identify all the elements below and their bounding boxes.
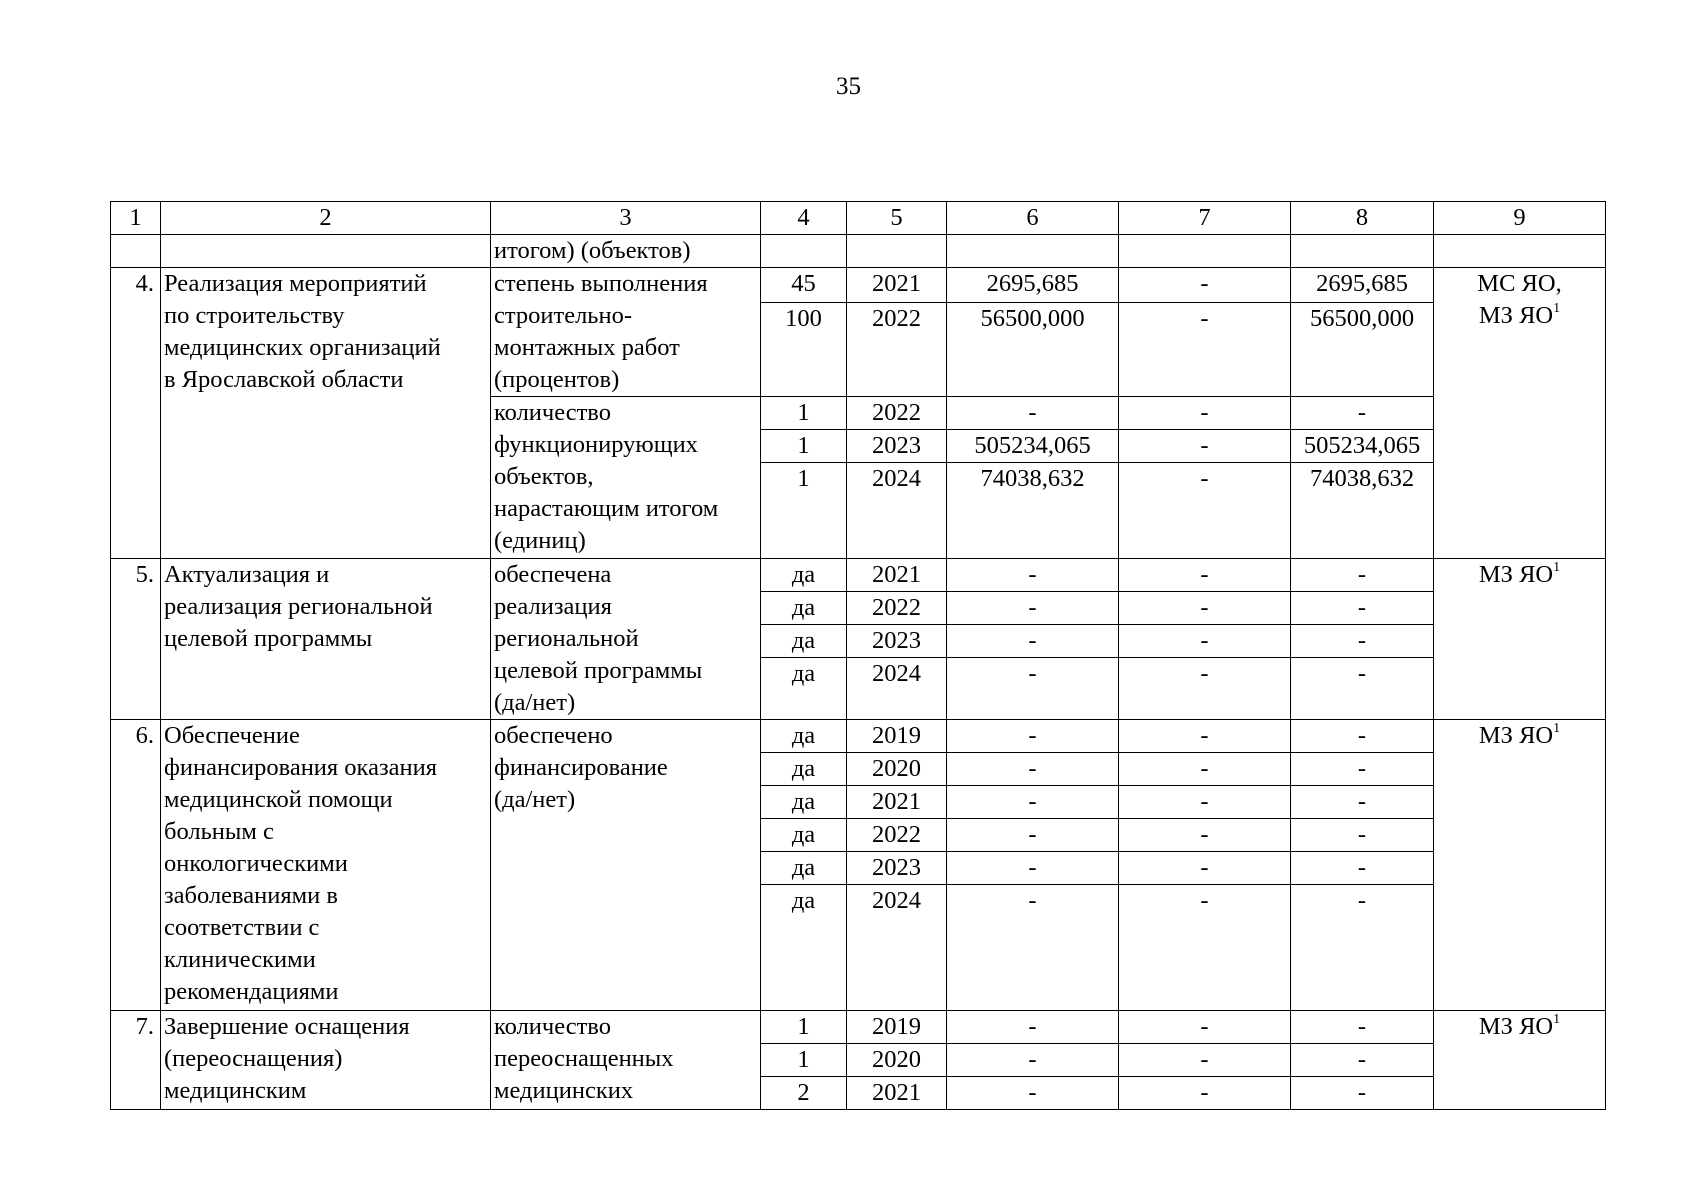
amount-cell: - xyxy=(1291,786,1434,819)
indicator-cell: количество функционирующих объектов, нарастающим итогом (единиц) xyxy=(491,397,761,559)
year-cell: 2019 xyxy=(847,1011,947,1044)
amount-cell: - xyxy=(947,720,1119,753)
table-row xyxy=(111,1011,1606,1044)
amount-cell: - xyxy=(947,559,1119,592)
amount-cell: - xyxy=(1291,1077,1434,1110)
amount-cell: - xyxy=(1291,559,1434,592)
agency-cell: МС ЯО, МЗ $ЯО^1$ xyxy=(1434,268,1606,559)
indicator-cell: количество переоснащенных медицинских xyxy=(491,1011,761,1110)
target-value: 1 xyxy=(761,1044,847,1077)
measure-name: Актуализация и реализация региональной целевой программы xyxy=(161,559,491,720)
amount-cell: - xyxy=(947,786,1119,819)
table-cell xyxy=(1291,235,1434,268)
amount-cell: - xyxy=(1291,625,1434,658)
amount-cell: 56500,000 xyxy=(947,303,1119,397)
year-cell: 2020 xyxy=(847,753,947,786)
measure-name: Реализация мероприятий по строительству медицинских организаций в Ярославской области xyxy=(161,268,491,559)
item-number: 6. xyxy=(111,720,161,1011)
year-cell: 2023 xyxy=(847,852,947,885)
target-value: да xyxy=(761,559,847,592)
amount-cell: - xyxy=(947,1077,1119,1110)
target-value: 2 xyxy=(761,1077,847,1110)
amount-cell: - xyxy=(947,592,1119,625)
amount-cell: - xyxy=(1291,1011,1434,1044)
table-row xyxy=(111,235,1606,268)
amount-cell: - xyxy=(1119,720,1291,753)
indicator-cell: степень выполнения строительно- монтажных работ (процентов) xyxy=(491,268,761,397)
year-cell: 2023 xyxy=(847,430,947,463)
year-cell: 2023 xyxy=(847,625,947,658)
year-cell: 2021 xyxy=(847,268,947,303)
amount-cell: - xyxy=(1119,819,1291,852)
year-cell: 2021 xyxy=(847,559,947,592)
measure-name: Обеспечение финансирования оказания медицинской помощи больным с онкологическими заболеваниями в соответствии с клиническими рекомендациями xyxy=(161,720,491,1011)
column-header: 6 xyxy=(947,202,1119,235)
column-header: 7 xyxy=(1119,202,1291,235)
target-value: да xyxy=(761,658,847,720)
indicator-cell: обеспечено финансирование (да/нет) xyxy=(491,720,761,1011)
measure-name: Завершение оснащения (переоснащения) медицинским xyxy=(161,1011,491,1110)
amount-cell: - xyxy=(947,885,1119,1011)
column-header: 1 xyxy=(111,202,161,235)
amount-cell: - xyxy=(1119,885,1291,1011)
indicator-cell: итогом) (объектов) xyxy=(491,235,761,268)
page-number: 35 xyxy=(836,73,861,100)
target-value: 45 xyxy=(761,268,847,303)
amount-cell: - xyxy=(1291,819,1434,852)
year-cell: 2020 xyxy=(847,1044,947,1077)
target-value: да xyxy=(761,852,847,885)
amount-cell: - xyxy=(1291,1044,1434,1077)
table-cell xyxy=(1434,235,1606,268)
amount-cell: - xyxy=(1119,268,1291,303)
amount-cell: - xyxy=(1119,463,1291,559)
amount-cell: - xyxy=(1119,1077,1291,1110)
amount-cell: - xyxy=(947,753,1119,786)
target-value: да xyxy=(761,753,847,786)
year-cell: 2022 xyxy=(847,397,947,430)
amount-cell: - xyxy=(1291,658,1434,720)
target-value: 1 xyxy=(761,397,847,430)
amount-cell: - xyxy=(1119,852,1291,885)
amount-cell: - xyxy=(1119,1011,1291,1044)
agency-cell: МЗ $ЯО^1$ xyxy=(1434,1011,1606,1110)
year-cell: 2022 xyxy=(847,819,947,852)
table-cell xyxy=(761,235,847,268)
amount-cell: - xyxy=(1119,786,1291,819)
amount-cell: - xyxy=(1291,852,1434,885)
column-header: 4 xyxy=(761,202,847,235)
amount-cell: - xyxy=(1291,592,1434,625)
amount-cell: 56500,000 xyxy=(1291,303,1434,397)
target-value: да xyxy=(761,720,847,753)
amount-cell: 505234,065 xyxy=(947,430,1119,463)
amount-cell: - xyxy=(1119,303,1291,397)
table-cell xyxy=(111,235,161,268)
target-value: 1 xyxy=(761,463,847,559)
table-cell xyxy=(161,235,491,268)
table-cell xyxy=(847,235,947,268)
amount-cell: - xyxy=(947,1044,1119,1077)
year-cell: 2024 xyxy=(847,658,947,720)
column-header: 8 xyxy=(1291,202,1434,235)
agency-cell: МЗ $ЯО^1$ xyxy=(1434,559,1606,720)
table-row xyxy=(111,720,1606,753)
item-number: 7. xyxy=(111,1011,161,1110)
agency-cell: МЗ $ЯО^1$ xyxy=(1434,720,1606,1011)
table-cell xyxy=(947,235,1119,268)
column-header: 9 xyxy=(1434,202,1606,235)
column-header: 5 xyxy=(847,202,947,235)
indicator-cell: обеспечена реализация региональной целевой программы (да/нет) xyxy=(491,559,761,720)
amount-cell: - xyxy=(1119,592,1291,625)
amount-cell: - xyxy=(1119,559,1291,592)
amount-cell: - xyxy=(1119,625,1291,658)
table-cell xyxy=(1119,235,1291,268)
amount-cell: 2695,685 xyxy=(1291,268,1434,303)
item-number: 4. xyxy=(111,268,161,559)
program-table xyxy=(110,201,1606,1110)
target-value: да xyxy=(761,786,847,819)
amount-cell: - xyxy=(1291,397,1434,430)
target-value: 1 xyxy=(761,430,847,463)
target-value: 1 xyxy=(761,1011,847,1044)
amount-cell: - xyxy=(947,1011,1119,1044)
amount-cell: - xyxy=(1119,658,1291,720)
amount-cell: - xyxy=(947,658,1119,720)
year-cell: 2022 xyxy=(847,303,947,397)
year-cell: 2021 xyxy=(847,1077,947,1110)
amount-cell: - xyxy=(1291,720,1434,753)
target-value: 100 xyxy=(761,303,847,397)
amount-cell: 74038,632 xyxy=(1291,463,1434,559)
target-value: да xyxy=(761,625,847,658)
amount-cell: - xyxy=(1119,1044,1291,1077)
amount-cell: 2695,685 xyxy=(947,268,1119,303)
year-cell: 2022 xyxy=(847,592,947,625)
target-value: да xyxy=(761,592,847,625)
column-header: 3 xyxy=(491,202,761,235)
amount-cell: - xyxy=(947,397,1119,430)
year-cell: 2019 xyxy=(847,720,947,753)
amount-cell: - xyxy=(1119,753,1291,786)
amount-cell: - xyxy=(1119,430,1291,463)
amount-cell: - xyxy=(947,852,1119,885)
table-row xyxy=(111,559,1606,592)
amount-cell: 74038,632 xyxy=(947,463,1119,559)
amount-cell: - xyxy=(947,819,1119,852)
target-value: да xyxy=(761,819,847,852)
table-header-row xyxy=(111,202,1606,235)
amount-cell: - xyxy=(1291,753,1434,786)
year-cell: 2024 xyxy=(847,463,947,559)
year-cell: 2024 xyxy=(847,885,947,1011)
amount-cell: - xyxy=(1291,885,1434,1011)
table-row xyxy=(111,268,1606,303)
amount-cell: - xyxy=(1119,397,1291,430)
year-cell: 2021 xyxy=(847,786,947,819)
amount-cell: - xyxy=(947,625,1119,658)
amount-cell: 505234,065 xyxy=(1291,430,1434,463)
item-number: 5. xyxy=(111,559,161,720)
column-header: 2 xyxy=(161,202,491,235)
target-value: да xyxy=(761,885,847,1011)
